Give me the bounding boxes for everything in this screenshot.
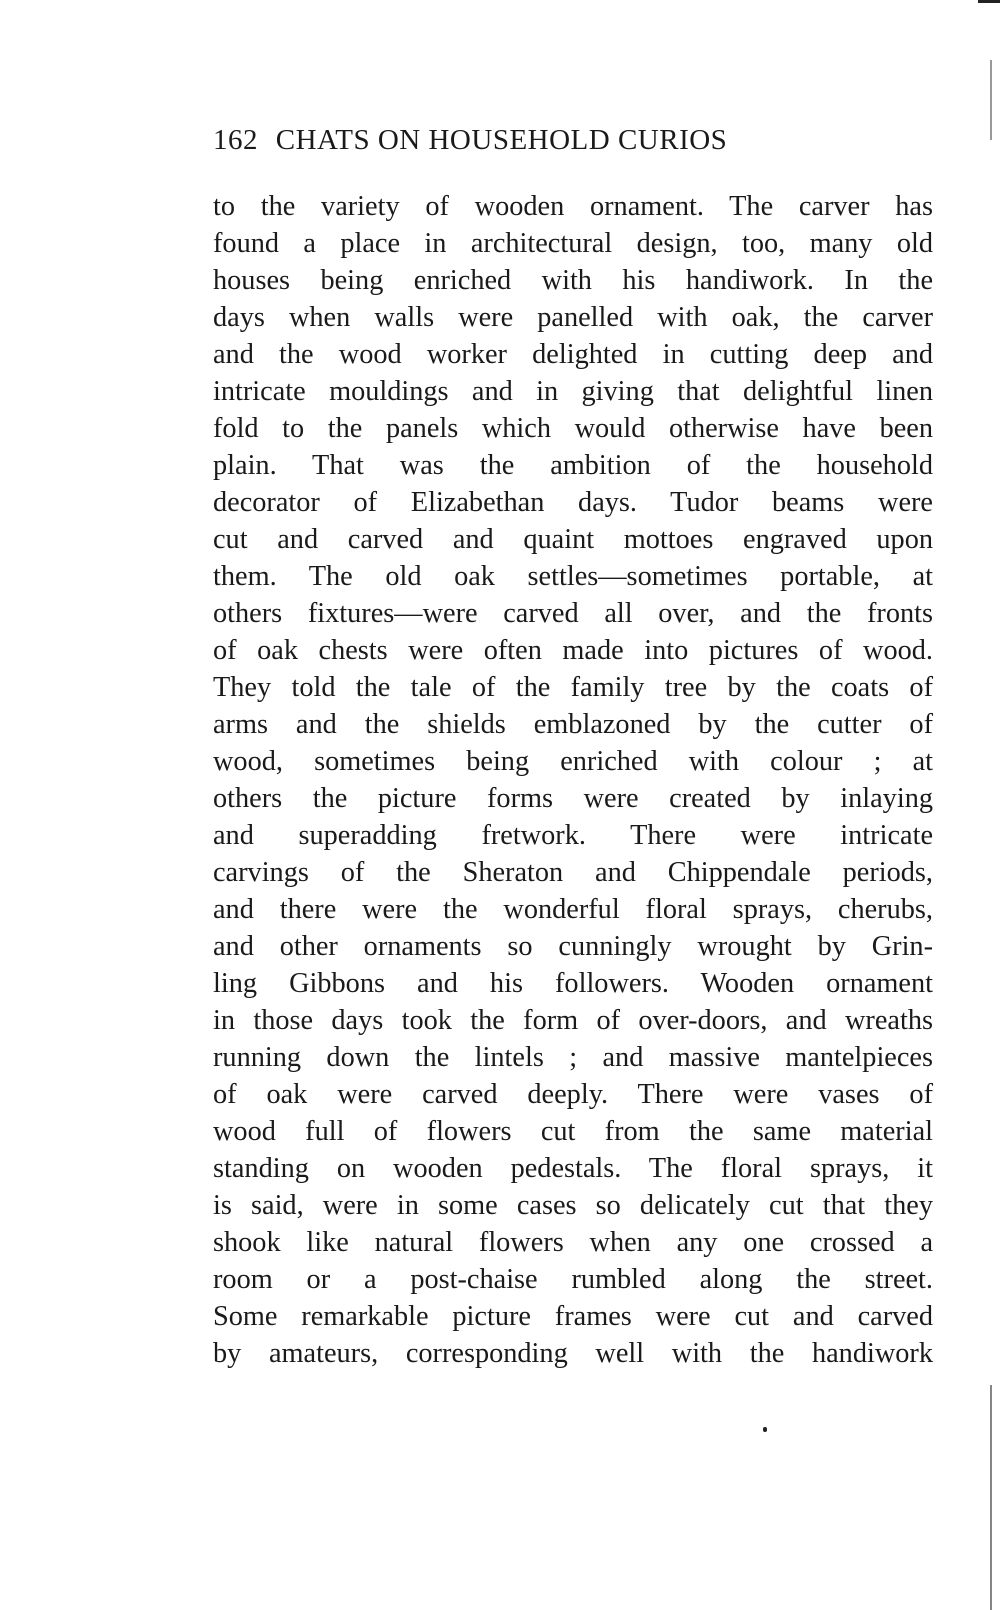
text-line: others fixtures—were carved all over, and the fronts (213, 598, 933, 629)
scan-speck (763, 1427, 767, 1432)
page-number: 162 (213, 124, 258, 156)
body-text (213, 188, 933, 1372)
text-line: cut and carved and quaint mottoes engraved upon (213, 524, 933, 555)
text-line: others the picture forms were created by inlaying (213, 783, 933, 814)
text-line: Some remarkable picture frames were cut and carved (213, 1301, 933, 1332)
text-line: arms and the shields emblazoned by the cutter of (213, 709, 933, 740)
text-line: by amateurs, corresponding well with the handiwork (213, 1338, 933, 1369)
text-line: carvings of the Sheraton and Chippendale periods, (213, 857, 933, 888)
text-line: and other ornaments so cunningly wrought by Grin- (213, 931, 933, 962)
running-title: CHATS ON HOUSEHOLD CURIOS (275, 124, 728, 156)
text-line: them. The old oak settles—sometimes portable, at (213, 561, 933, 592)
text-line: wood full of flowers cut from the same material (213, 1116, 933, 1147)
text-line: of oak were carved deeply. There were vases of (213, 1079, 933, 1110)
text-line: days when walls were panelled with oak, the carver (213, 302, 933, 333)
scan-edge-mark (990, 60, 992, 140)
text-line: found a place in architectural design, too, many old (213, 228, 933, 259)
text-line: room or a post-chaise rumbled along the street. (213, 1264, 933, 1295)
text-line: and the wood worker delighted in cutting deep and (213, 339, 933, 370)
scan-edge-mark (978, 0, 1000, 3)
text-line: They told the tale of the family tree by the coats of (213, 672, 933, 703)
text-line: fold to the panels which would otherwise have been (213, 413, 933, 444)
running-head (213, 124, 863, 157)
text-line: running down the lintels ; and massive mantelpieces (213, 1042, 933, 1073)
text-line: plain. That was the ambition of the household (213, 450, 933, 481)
text-line: standing on wooden pedestals. The floral sprays, it (213, 1153, 933, 1184)
text-line: decorator of Elizabethan days. Tudor beams were (213, 487, 933, 518)
text-line: in those days took the form of over-doors, and wreaths (213, 1005, 933, 1036)
text-line: and there were the wonderful floral sprays, cherubs, (213, 894, 933, 925)
text-line: of oak chests were often made into pictures of wood. (213, 635, 933, 666)
text-line: to the variety of wooden ornament. The carver has (213, 191, 933, 222)
text-line: is said, were in some cases so delicately cut that they (213, 1190, 933, 1221)
scan-edge-mark (990, 1385, 992, 1610)
text-line: wood, sometimes being enriched with colour ; at (213, 746, 933, 777)
text-line: houses being enriched with his handiwork. In the (213, 265, 933, 296)
text-line: and superadding fretwork. There were intricate (213, 820, 933, 851)
text-line: shook like natural flowers when any one crossed a (213, 1227, 933, 1258)
text-line: intricate mouldings and in giving that delightful linen (213, 376, 933, 407)
text-line: ling Gibbons and his followers. Wooden ornament (213, 968, 933, 999)
